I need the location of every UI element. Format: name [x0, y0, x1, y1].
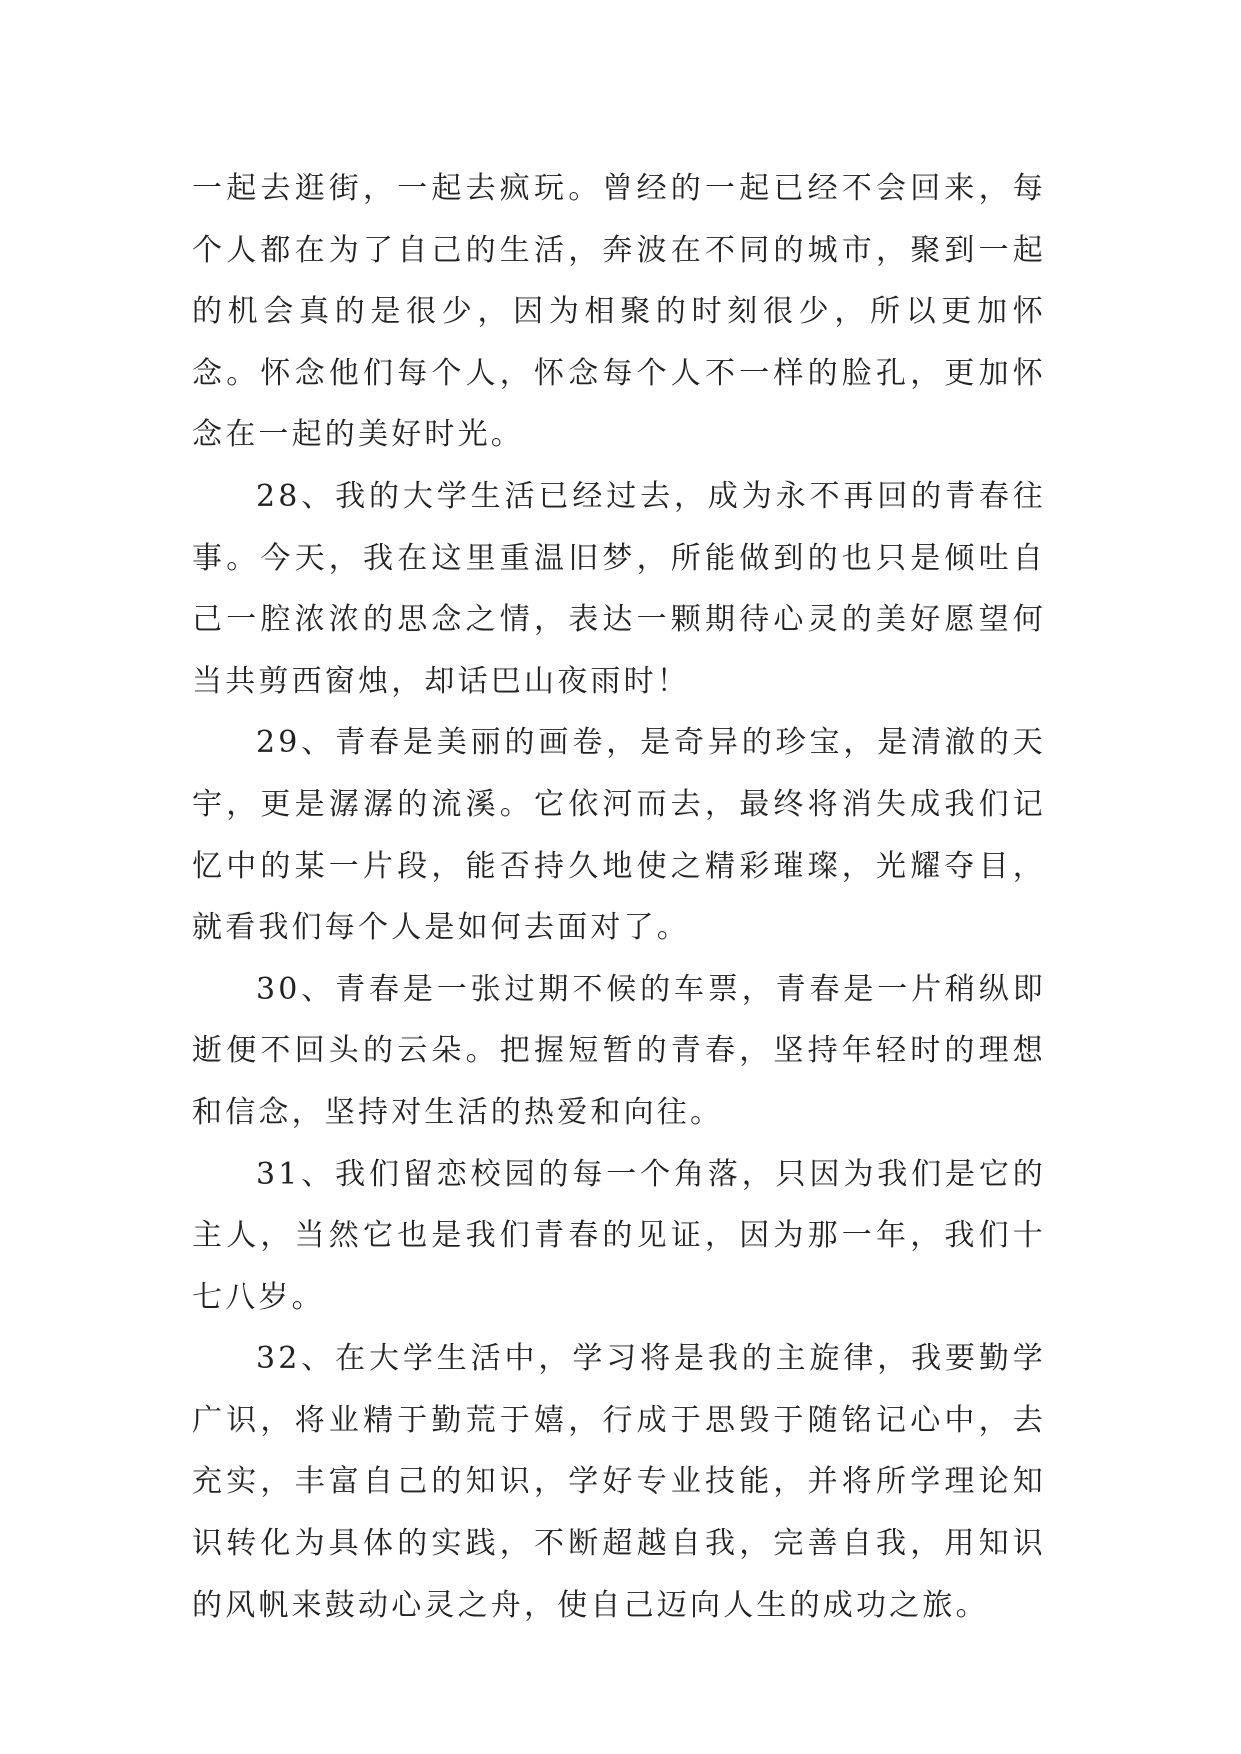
document-body [192, 158, 1046, 1636]
paragraph-31: 31、我们留恋校园的每一个角落，只因为我们是它的主人，当然它也是我们青春的见证，因为那一年，我们十七八岁。 [192, 1156, 1046, 1315]
paragraph-29: 29、青春是美丽的画卷，是奇异的珍宝，是清澈的天宇，更是潺潺的流溪。它依河而去，最终将消失成我们记忆中的某一片段，能否持久地使之精彩璀璨，光耀夺目，就看我们每个人是如何去面对了。 [192, 725, 1046, 946]
paragraph-30: 30、青春是一张过期不候的车票，青春是一片稍纵即逝便不回头的云朵。把握短暂的青春，坚持年轻时的理想和信念，坚持对生活的热爱和向往。 [192, 971, 1046, 1130]
paragraph-32: 32、在大学生活中，学习将是我的主旋律，我要勤学广识，将业精于勤荒于嬉，行成于思毁于随铭记心中，去充实，丰富自己的知识，学好专业技能，并将所学理论知识转化为具体的实践，不断超越自我，完善自我，用知识的风帆来鼓动心灵之舟，使自己迈向人生的成功之旅。 [192, 1341, 1046, 1623]
paragraph-28: 28、我的大学生活已经过去，成为永不再回的青春往事。今天，我在这里重温旧梦，所能做到的也只是倾吐自己一腔浓浓的思念之情，表达一颗期待心灵的美好愿望何当共剪西窗烛，却话巴山夜雨时！ [192, 478, 1046, 699]
paragraph-continued: 一起去逛街，一起去疯玩。曾经的一起已经不会回来，每个人都在为了自己的生活，奔波在不同的城市，聚到一起的机会真的是很少，因为相聚的时刻很少，所以更加怀念。怀念他们每个人，怀念每个人不一样的脸孔，更加怀念在一起的美好时光。 [192, 171, 1046, 453]
